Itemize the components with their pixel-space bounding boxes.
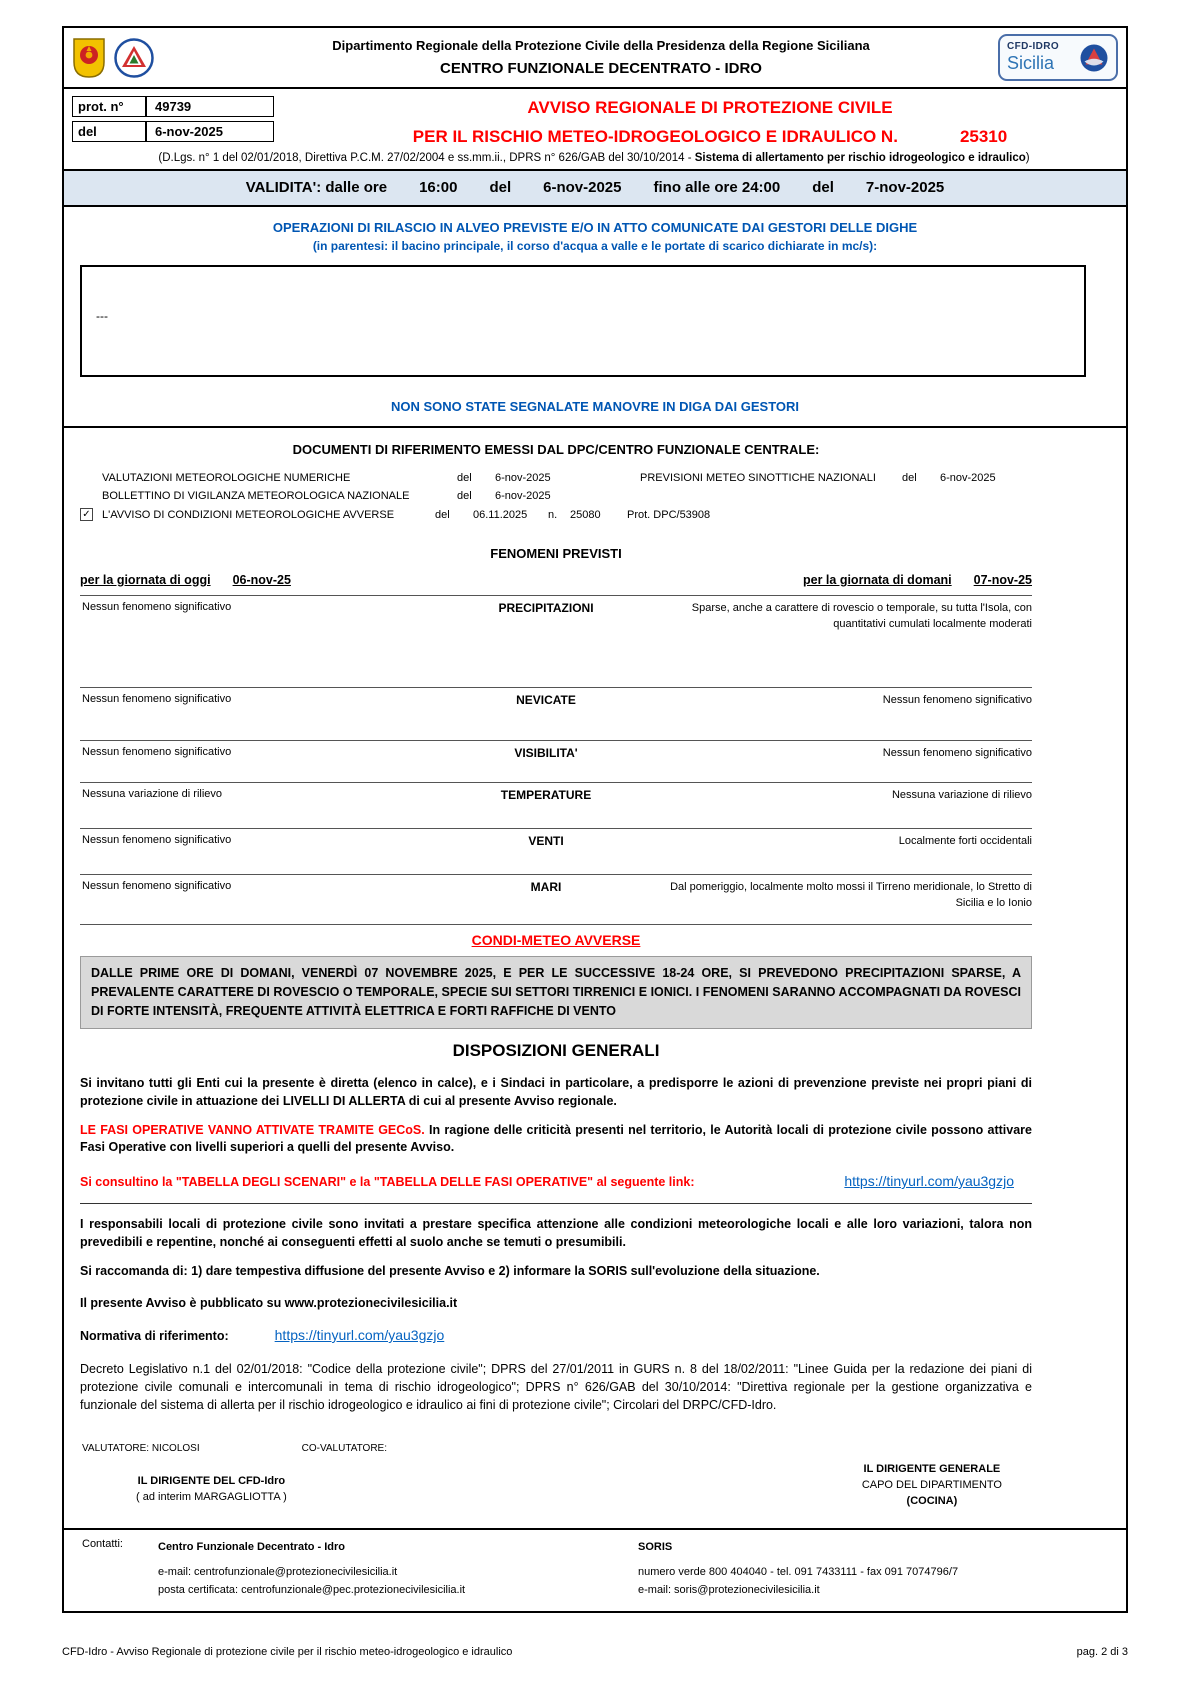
doc3-n-label: n. <box>548 508 558 521</box>
table-row <box>80 875 1032 925</box>
doc3-prot: Prot. DPC/53908 <box>627 508 711 521</box>
doc2-date: 6-nov-2025 <box>495 490 551 502</box>
provision-paragraph-2 <box>80 1122 1032 1158</box>
cfd-idro-sicilia-logo <box>998 34 1118 81</box>
table-row <box>80 688 1032 741</box>
subtitle-close: ) <box>1025 152 1030 164</box>
page-number: pag. 2 di 3 <box>1076 1646 1128 1658</box>
nevicate-today: Nessun fenomeno significativo <box>82 693 232 705</box>
visibilita-category: VISIBILITA' <box>514 746 578 760</box>
provision-paragraph-4: I responsabili locali di protezione civile sono invitati a prestare specifica attenzione alle condizioni meteorologiche locali e alle loro variazioni, talora non prevedibili e repentine, nonché ai conseguenti effetti al suolo anche se temuti o presumibili. <box>80 1217 1032 1249</box>
venti-today: Nessun fenomeno significativo <box>82 834 232 846</box>
doc3-name: L'AVVISO DI CONDIZIONI METEOROLOGICHE AVVERSE <box>102 508 395 521</box>
general-provisions-title: DISPOSIZIONI GENERALI <box>452 1041 660 1060</box>
footer-document-title: CFD-Idro - Avviso Regionale di protezione civile per il rischio meteo-idrogeologico e idraulico <box>62 1646 513 1658</box>
adverse-weather-title: CONDI-METEO AVVERSE <box>471 932 641 948</box>
cfd-director-interim: ( ad interim MARGAGLIOTTA ) <box>136 1491 287 1504</box>
reference-documents-section <box>80 428 1032 536</box>
evaluators-row <box>80 1425 1032 1454</box>
doc3-date: 06.11.2025 <box>473 508 528 521</box>
section-divider <box>80 1203 1032 1204</box>
today-header <box>80 573 291 587</box>
scenario-tables-text: Si consultino la "TABELLA DEGLI SCENARI" e la "TABELLA DELLE FASI OPERATIVE" al seguente link: <box>80 1175 695 1189</box>
reference-document-row-3 <box>80 505 1032 524</box>
sicilia-label: Sicilia <box>1007 53 1055 73</box>
dam-operations-title: OPERAZIONI DI RILASCIO IN ALVEO PREVISTE E/O IN ATTO COMUNICATE DAI GESTORI DELLE DIGHE <box>272 220 918 235</box>
prot-date-value: 6-nov-2025 <box>146 121 274 142</box>
reference-document-row-2 <box>80 487 1032 505</box>
cfd-globe-icon <box>1079 43 1109 73</box>
validity-until: fino alle ore 24:00 <box>653 179 781 196</box>
doc3-del: del <box>435 508 450 521</box>
validity-start-date: 6-nov-2025 <box>543 179 622 196</box>
document-header <box>64 28 1126 89</box>
table-row <box>80 783 1032 829</box>
scenario-tables-row <box>80 1173 1032 1189</box>
regione-siciliana-coat-of-arms-icon <box>72 37 106 79</box>
legal-citations-paragraph: Decreto Legislativo n.1 del 02/01/2018: "Codice della protezione civile"; DPRS del 27/01/2011 in GURS n. 8 del 18/02/2011: "Linee Guida per la redazione dei piani di protezione civile comunali e intercomunali in tema di rischio idrogeologico"; DPRS n° 626/GAB del 30/10/2014: "Direttiva regionale per la gestione organizzativa e funzionale del sistema di allerta per il rischio idrogeologico e idraulico ai fini di protezione civile"; Circolari del DRPC/CFD-Idro. <box>80 1362 1032 1412</box>
precipitazioni-category: PRECIPITAZIONI <box>498 601 594 615</box>
department-head-title: CAPO DEL DIPARTIMENTO <box>861 1479 1002 1492</box>
validity-bar <box>64 171 1126 207</box>
tomorrow-label: per la giornata di domani <box>803 573 952 587</box>
page-footer <box>62 1646 1128 1658</box>
subtitle-normal: (D.Lgs. n° 1 del 02/01/2018, Direttiva P.C.M. 27/02/2004 e ss.mm.ii., DPRS n° 626/GAB del 30/10/2014 - <box>158 152 695 164</box>
valutatore-label: VALUTATORE: NICOLOSI <box>82 1443 200 1455</box>
provision-paragraph-5: Si raccomanda di: 1) dare tempestiva diffusione del presente Avviso e 2) informare la SORIS sull'evoluzione della situazione. <box>80 1263 820 1278</box>
header-logos <box>72 37 204 79</box>
cfd-director-signature <box>136 1474 287 1510</box>
table-row <box>80 741 1032 783</box>
doc1-del: del <box>457 472 472 484</box>
gecos-warning: LE FASI OPERATIVE VANNO ATTIVATE TRAMITE GECoS. <box>80 1122 425 1137</box>
dam-operations-footer: NON SONO STATE SEGNALATE MANOVRE IN DIGA DAI GESTORI <box>390 399 800 414</box>
temperature-category: TEMPERATURE <box>500 788 592 802</box>
adverse-weather-checkbox[interactable]: ✓ <box>80 508 93 521</box>
general-director-signature <box>862 1462 1002 1510</box>
precipitazioni-today: Nessun fenomeno significativo <box>82 601 232 613</box>
validity-del-1: del <box>489 179 512 196</box>
avviso-title-line2-text: PER IL RISCHIO METEO-IDROGEOLOGICO E IDRAULICO N. <box>412 127 898 146</box>
department-title: Dipartimento Regionale della Protezione Civile della Presidenza della Regione Siciliana <box>332 38 870 53</box>
validity-del-2: del <box>812 179 834 196</box>
validity-end-date: 7-nov-2025 <box>865 179 945 196</box>
soris-title: SORIS <box>638 1541 673 1554</box>
normative-reference-link[interactable]: https://tinyurl.com/yau3gzjo <box>274 1327 445 1343</box>
forecast-phenomena-section <box>80 546 1032 1528</box>
doc1-name: VALUTAZIONI METEOROLOGICHE NUMERICHE <box>102 472 351 484</box>
protocol-block <box>72 96 304 147</box>
cfd-contacts <box>158 1538 638 1599</box>
cfd-contacts-title: Centro Funzionale Decentrato - Idro <box>158 1541 346 1554</box>
avviso-document <box>62 26 1128 1613</box>
prot-date-label: del <box>72 121 146 142</box>
avviso-number: 25310 <box>959 127 1008 146</box>
doc2-del: del <box>457 490 472 502</box>
today-label: per la giornata di oggi <box>80 573 211 587</box>
doc1b-date: 6-nov-2025 <box>940 472 996 484</box>
protezione-civile-logo-icon <box>114 38 154 78</box>
doc2-name: BOLLETTINO DI VIGILANZA METEOROLOGICA NAZIONALE <box>102 490 410 502</box>
visibilita-tomorrow: Nessun fenomeno significativo <box>882 747 1032 759</box>
prot-number-value: 49739 <box>146 96 274 117</box>
cfd-idro-label: CFD-IDRO <box>1007 41 1060 52</box>
prot-number-label: prot. n° <box>72 96 146 117</box>
forecast-phenomena-title: FENOMENI PREVISTI <box>490 546 622 561</box>
co-valutatore-label: CO-VALUTATORE: <box>301 1443 388 1455</box>
doc1-date: 6-nov-2025 <box>495 472 551 484</box>
doc3-n-value: 25080 <box>570 508 601 521</box>
tomorrow-header <box>803 573 1032 587</box>
cfd-logo-text <box>1007 41 1059 74</box>
venti-category: VENTI <box>528 834 564 848</box>
subtitle-bold: Sistema di allertamento per rischio idrogeologico e idraulico <box>694 152 1026 164</box>
mari-category: MARI <box>530 880 562 894</box>
scenario-tables-link[interactable]: https://tinyurl.com/yau3gzjo <box>844 1173 1014 1189</box>
today-date: 06-nov-25 <box>232 573 291 587</box>
mari-tomorrow: Dal pomeriggio, localmente molto mossi il Tirreno meridionale, lo Stretto di Sicilia e lo Ionio <box>670 881 1032 909</box>
contacts-label: Contatti: <box>82 1538 123 1551</box>
venti-tomorrow: Localmente forti occidentali <box>898 835 1032 847</box>
normative-reference-label: Normativa di riferimento: <box>80 1329 229 1343</box>
dam-operations-section <box>64 207 1126 428</box>
general-director-title: IL DIRIGENTE GENERALE <box>863 1463 1001 1476</box>
soris-contacts <box>638 1538 1126 1599</box>
cocina-name: (COCINA) <box>906 1495 958 1508</box>
nevicate-tomorrow: Nessun fenomeno significativo <box>882 694 1032 706</box>
temperature-tomorrow: Nessuna variazione di rilievo <box>891 789 1032 801</box>
soris-email: e-mail: soris@protezionecivilesicilia.it <box>638 1584 820 1597</box>
contacts-section <box>64 1528 1126 1611</box>
normative-reference-row <box>80 1327 1032 1343</box>
cfd-email: e-mail: centrofunzionale@protezionecivilesicilia.it <box>158 1566 398 1579</box>
reference-documents-title: DOCUMENTI DI RIFERIMENTO EMESSI DAL DPC/CENTRO FUNZIONALE CENTRALE: <box>292 442 820 457</box>
validity-label: VALIDITA': dalle ore <box>245 179 388 196</box>
avviso-title-line2 <box>304 127 1116 147</box>
provision-paragraph-1: Si invitano tutti gli Enti cui la presente è diretta (elenco in calce), e i Sindaci in particolare, a predisporre le azioni di prevenzione previste nei propri piani di protezione civile in attuazione dei LIVELLI DI ALLERTA di cui al presente Avviso regionale. <box>80 1076 1032 1108</box>
signatures-row <box>80 1454 1032 1528</box>
tomorrow-date: 07-nov-25 <box>973 573 1032 587</box>
temperature-today: Nessuna variazione di rilievo <box>82 788 223 800</box>
reference-document-row-1 <box>80 469 1032 487</box>
forecast-day-headers <box>80 573 1032 587</box>
cfd-director-title: IL DIRIGENTE DEL CFD-Idro <box>137 1475 286 1488</box>
validity-start-time: 16:00 <box>419 179 458 196</box>
mari-today: Nessun fenomeno significativo <box>82 880 232 892</box>
precipitazioni-tomorrow: Sparse, anche a carattere di rovescio o temporale, su tutta l'Isola, con quantitativi cumulati localmente moderati <box>691 602 1032 630</box>
doc1b-del: del <box>902 472 917 484</box>
nevicate-category: NEVICATE <box>516 693 576 707</box>
centro-funzionale-title: CENTRO FUNZIONALE DECENTRATO - IDRO <box>440 60 762 77</box>
main-title-block <box>304 96 1116 147</box>
table-row <box>80 596 1032 688</box>
adverse-weather-body: DALLE PRIME ORE DI DOMANI, VENERDÌ 07 NOVEMBRE 2025, E PER LE SUCCESSIVE 18-24 ORE, SI PREVEDONO PRECIPITAZIONI SPARSE, A PREVALENTE CARATTERE DI ROVESCIO O TEMPORALE, SPECIE SUI SETTORI TIRRENICI E IONICI. I FENOMENI SARANNO ACCOMPAGNATI DA ROVESCI DI FORTE INTENSITÀ, FREQUENTE ATTIVITÀ ELETTRICA E FORTI RAFFICHE DI VENTO <box>80 956 1032 1029</box>
publication-notice: Il presente Avviso è pubblicato su www.protezionecivilesicilia.it <box>80 1296 458 1311</box>
dam-operations-content-box <box>80 265 1086 377</box>
soris-phone: numero verde 800 404040 - tel. 091 7433111 - fax 091 7074796/7 <box>638 1566 959 1579</box>
header-titles <box>204 38 998 77</box>
cfd-pec: posta certificata: centrofunzionale@pec.protezionecivilesicilia.it <box>158 1584 466 1597</box>
table-row <box>80 829 1032 875</box>
visibilita-today: Nessun fenomeno significativo <box>82 746 232 758</box>
title-section <box>64 89 1126 171</box>
dam-operations-subtitle: (in parentesi: il bacino principale, il corso d'acqua a valle e le portate di scarico dichiarate in mc/s): <box>312 239 878 253</box>
legal-references-subtitle <box>72 152 1116 164</box>
dam-operations-content: --- <box>96 309 108 323</box>
provision-paragraph-2-rest: In ragione delle criticità presenti nel territorio, le Autorità locali di protezione civile possono attivare Fasi Operative con livelli superiori a quelli del presente Avviso. <box>80 1122 1032 1155</box>
avviso-title-line1: AVVISO REGIONALE DI PROTEZIONE CIVILE <box>527 98 893 117</box>
doc1b-name: PREVISIONI METEO SINOTTICHE NAZIONALI <box>640 472 876 484</box>
phenomena-table <box>80 595 1032 925</box>
